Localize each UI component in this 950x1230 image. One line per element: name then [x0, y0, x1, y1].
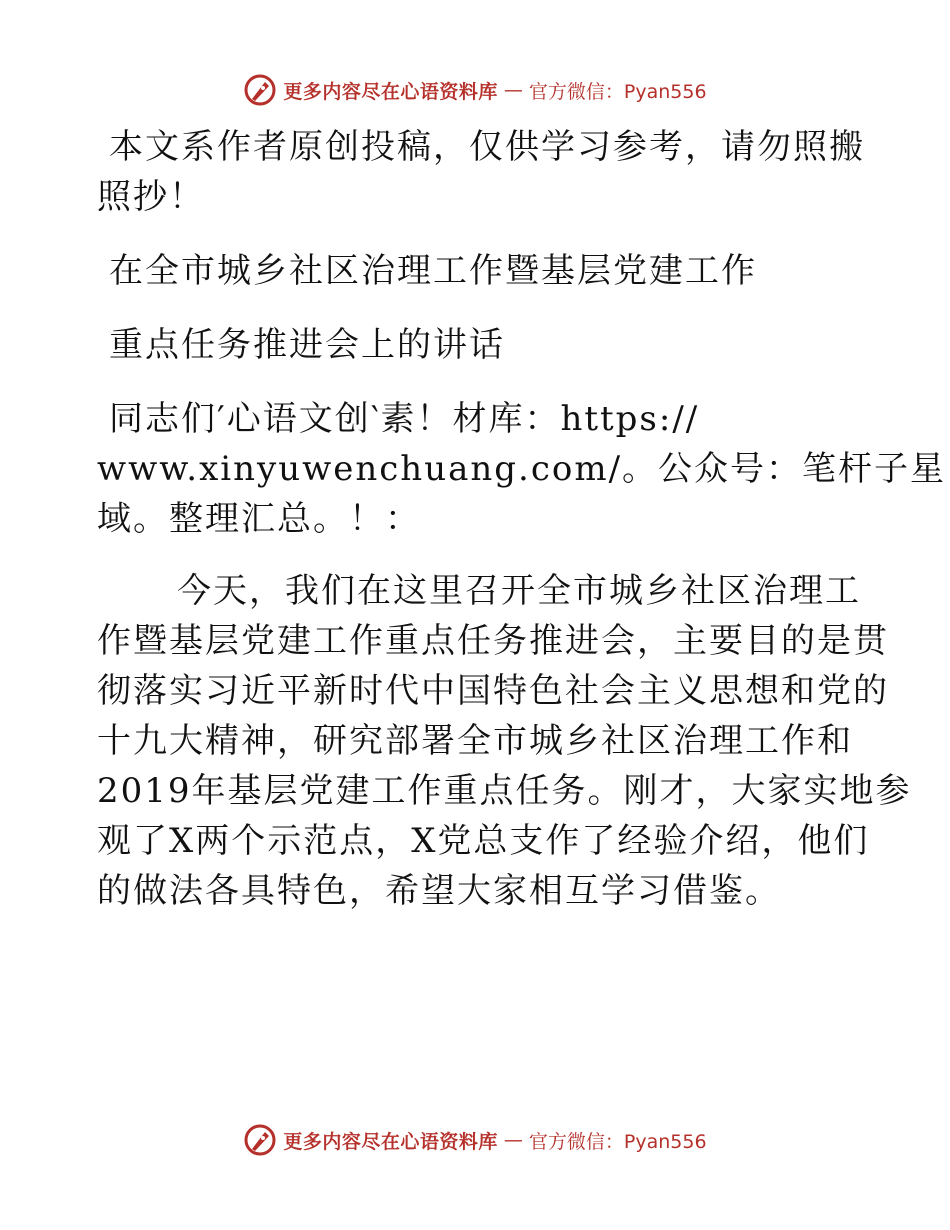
paragraph-line: 今天，我们在这里召开全市城乡社区治理工 — [177, 571, 861, 611]
paragraph-line: 作暨基层党建工作重点任务推进会，主要目的是贯 — [97, 621, 889, 661]
document-body — [97, 122, 947, 916]
paragraph-line: 十九大精神，研究部署全市城乡社区治理工作和 — [97, 721, 853, 761]
header-watermark-banner — [0, 70, 950, 110]
body-paragraph — [97, 566, 912, 916]
notice-line-2: 照抄！ — [97, 177, 205, 217]
pen-nib-logo-icon — [243, 73, 277, 107]
paragraph-line: 观了X两个示范点，X党总支作了经验介绍，他们 — [97, 821, 870, 861]
footer-watermark-banner — [0, 1120, 950, 1160]
paragraph-line: 的做法各具特色，希望大家相互学习借鉴。 — [97, 871, 781, 911]
salutation-line-2: www.xinyuwenchuang.com/。公众号：笔杆子星 — [97, 449, 947, 489]
paragraph-line: 2019年基层党建工作重点任务。刚才，大家实地参 — [97, 771, 912, 811]
banner-dash: — — [503, 79, 523, 101]
salutation-line-1: 同志们′心语文创‵素！材库：https:// — [109, 399, 700, 439]
banner-dash: — — [503, 1129, 523, 1151]
paragraph-line: 彻落实习近平新时代中国特色社会主义思想和党的 — [97, 671, 889, 711]
banner-brand-text: 更多内容尽在心语资料库 — [283, 1130, 498, 1153]
banner-brand-text: 更多内容尽在心语资料库 — [283, 80, 498, 103]
salutation-line-3: 域。整理汇总。！： — [97, 499, 421, 539]
title-line-1: 在全市城乡社区治理工作暨基层党建工作 — [109, 251, 757, 291]
title-line-2: 重点任务推进会上的讲话 — [109, 325, 505, 365]
banner-contact-text: 官方微信：Pyan556 — [528, 80, 707, 103]
banner-contact-text: 官方微信：Pyan556 — [528, 1130, 707, 1153]
pen-nib-logo-icon — [243, 1123, 277, 1157]
notice-line-1: 本文系作者原创投稿，仅供学习参考，请勿照搬 — [109, 127, 865, 167]
